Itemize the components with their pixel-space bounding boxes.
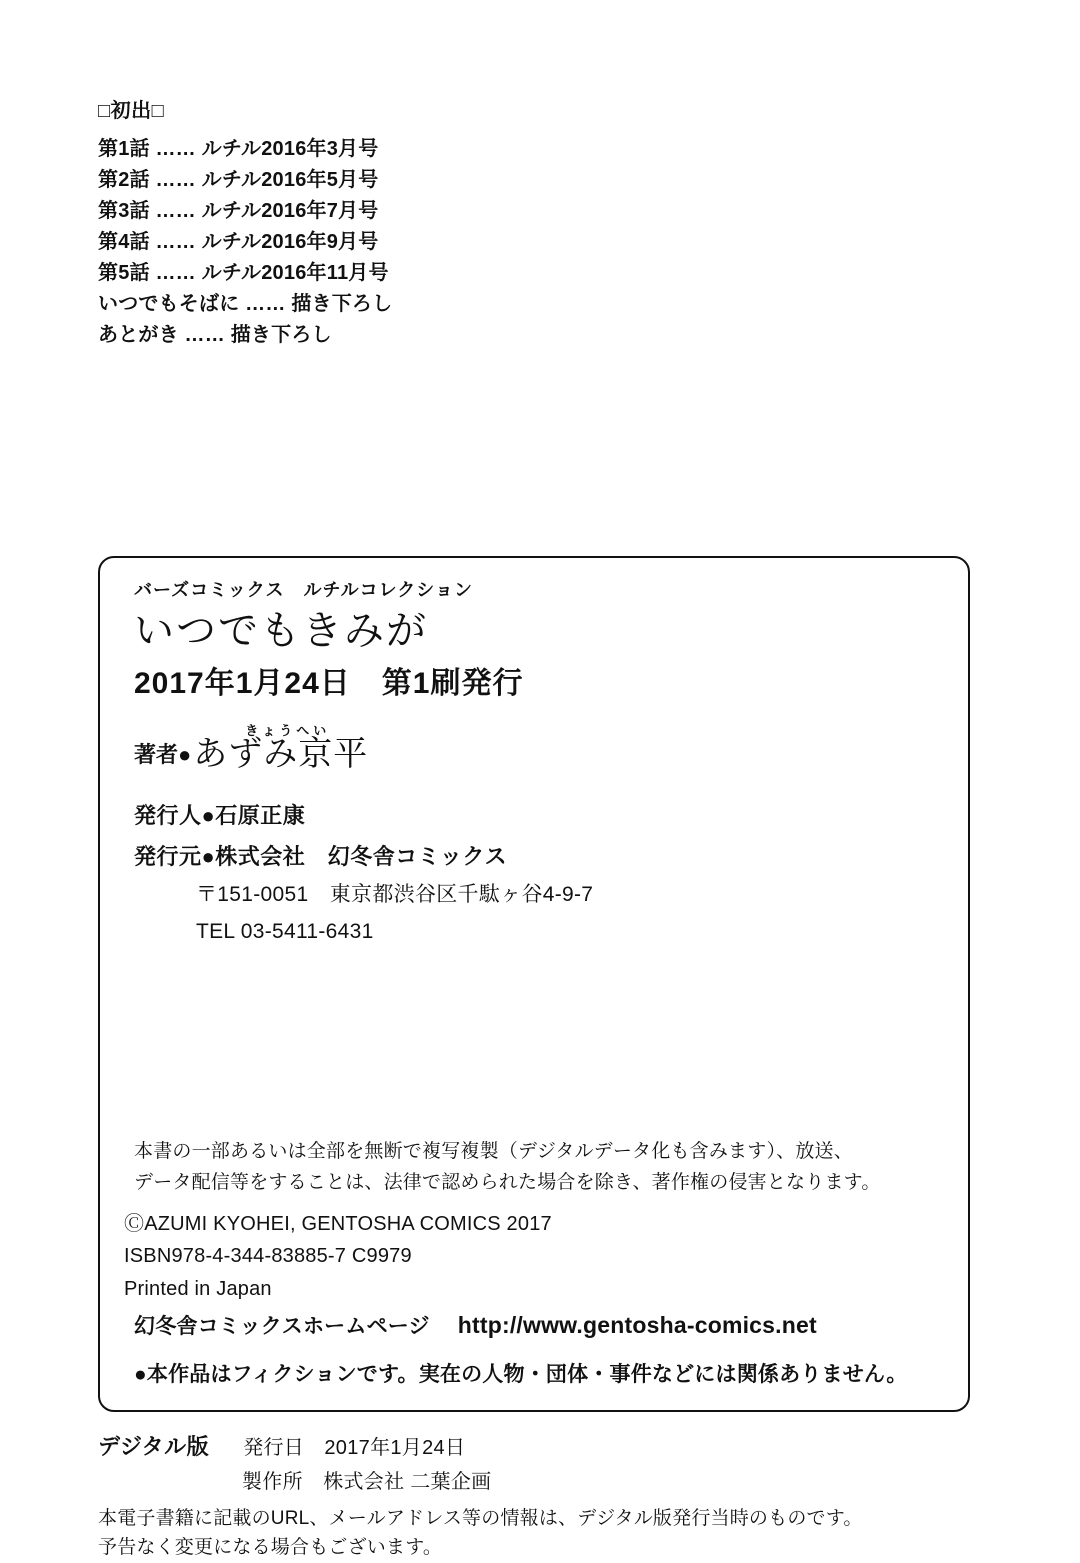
- digital-edition-producer: 製作所 株式会社 二葉企画: [242, 1471, 492, 1493]
- homepage-label: 幻冬舎コミックスホームページ: [134, 1315, 430, 1338]
- list-item: 第1話 …… ルチル2016年3月号: [98, 138, 379, 160]
- colophon-content: [134, 568, 942, 948]
- author-name-wrapper: [193, 723, 369, 773]
- fiction-disclaimer: ●本作品はフィクションです。実在の人物・団体・事件などには関係ありません。: [134, 1363, 908, 1386]
- list-item: あとがき …… 描き下ろし: [98, 324, 332, 346]
- digital-edition-note-line-2: 予告なく変更になる場合もございます。: [98, 1537, 443, 1559]
- list-item: 第3話 …… ルチル2016年7月号: [98, 200, 379, 222]
- copyright-notice: [134, 1136, 948, 1199]
- list-item: 第4話 …… ルチル2016年9月号: [98, 231, 379, 253]
- copyright-line: ⒸAZUMI KYOHEI, GENTOSHA COMICS 2017: [124, 1213, 552, 1235]
- list-item: 第2話 …… ルチル2016年5月号: [98, 169, 379, 191]
- list-item: 第5話 …… ルチル2016年11月号: [98, 262, 389, 284]
- digital-edition-note-line-1: 本電子書籍に記載のURL、メールアドレス等の情報は、デジタル版発行当時のものです。: [98, 1508, 863, 1529]
- digital-edition-section: [98, 1430, 998, 1563]
- digital-edition-row: [98, 1430, 998, 1461]
- homepage-url[interactable]: http://www.gentosha-comics.net: [457, 1312, 817, 1338]
- publisher-telephone: TEL 03-5411-6431: [196, 919, 374, 943]
- publisher-address: 〒151-0051 東京都渋谷区千駄ヶ谷4-9-7: [196, 883, 594, 907]
- isbn-line: ISBN978-4-344-83885-7 C9979: [124, 1245, 412, 1268]
- list-item: いつでもそばに …… 描き下ろし: [98, 293, 393, 315]
- digital-edition-note: [98, 1504, 998, 1563]
- first-appearance-section: [98, 96, 698, 351]
- first-appearance-heading: □初出□: [98, 100, 165, 122]
- copyright-block: [124, 1208, 552, 1305]
- colophon-box: [98, 556, 970, 1412]
- homepage-row: [134, 1310, 817, 1340]
- digital-edition-issue-date: 発行日 2017年1月24日: [243, 1437, 466, 1459]
- author-furigana: きょうへい: [245, 723, 331, 738]
- author-row: [134, 723, 942, 773]
- author-label: 著者●: [134, 742, 192, 768]
- publication-date: 2017年1月24日 第1刷発行: [134, 667, 524, 700]
- series-name: バーズコミックス ルチルコレクション: [134, 580, 473, 600]
- page-title: いつでもきみが: [134, 609, 428, 653]
- author-name: あずみ京平: [193, 735, 369, 773]
- publisher-company: 発行元●株式会社 幻冬舎コミックス: [134, 844, 508, 870]
- printed-in-line: Printed in Japan: [124, 1277, 272, 1300]
- copyright-notice-line-1: 本書の一部あるいは全部を無断で複写複製（デジタルデータ化も含みます）、放送、: [134, 1141, 853, 1162]
- publisher-person: 発行人●石原正康: [134, 803, 306, 829]
- copyright-notice-line-2: データ配信等をすることは、法律で認められた場合を除き、著作権の侵害となります。: [134, 1172, 881, 1194]
- digital-edition-label: デジタル版: [98, 1434, 210, 1459]
